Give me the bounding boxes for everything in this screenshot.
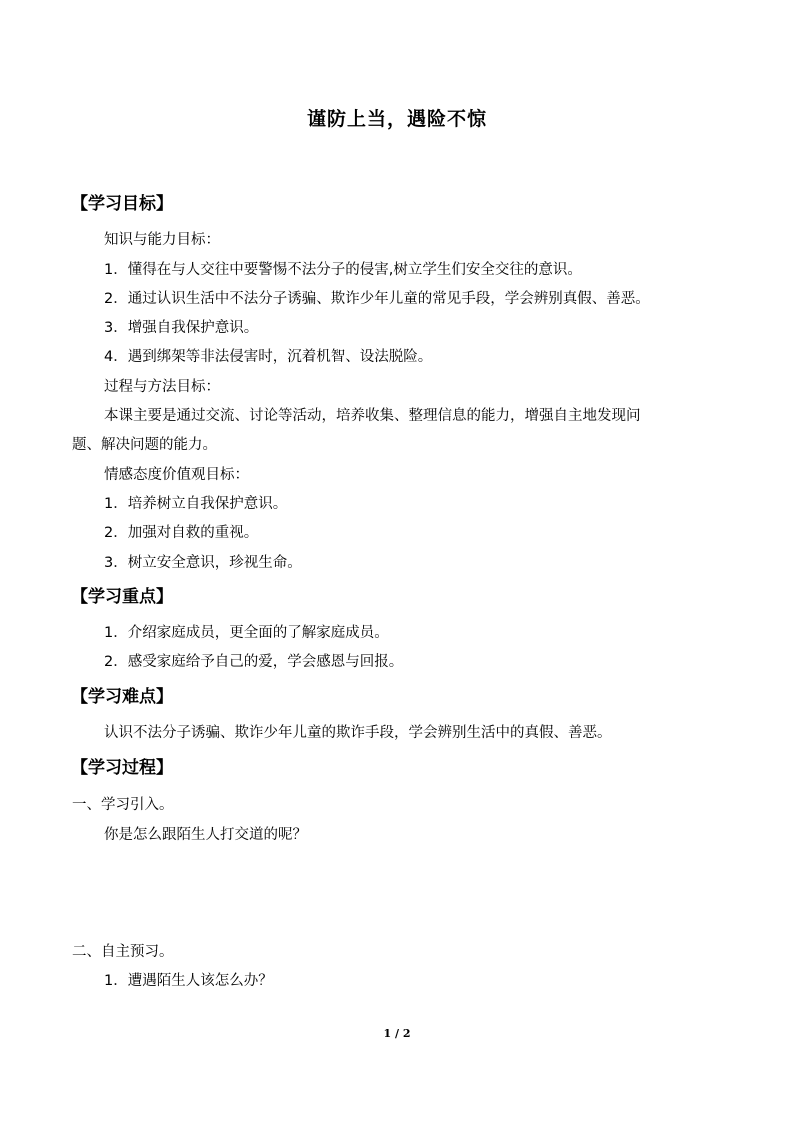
emotion-item-2: 2．加强对自救的重视。 [104, 525, 259, 541]
knowledge-label: 知识与能力目标： [104, 232, 220, 248]
page-title: 谨防上当，遇险不惊 [306, 108, 487, 130]
knowledge-item-2: 2．通过认识生活中不法分子诱骗、欺诈少年儿童的常见手段，学会辨别真假、善恶。 [104, 291, 650, 307]
difficulties-text: 认识不法分子诱骗、欺诈少年儿童的欺诈手段，学会辨别生活中的真假、善恶。 [104, 725, 612, 741]
knowledge-item-4: 4．遇到绑架等非法侵害时，沉着机智、设法脱险。 [104, 349, 433, 365]
emotion-item-3: 3．树立安全意识，珍视生命。 [104, 555, 302, 571]
emotion-label: 情感态度价值观目标： [104, 467, 249, 483]
process-text-line1: 本课主要是通过交流、讨论等活动，培养收集、整理信息的能力，增强自主地发现问 [104, 408, 641, 424]
emotion-item-1: 1．培养树立自我保护意识。 [104, 496, 288, 512]
section1-question: 你是怎么跟陌生人打交道的呢？ [104, 827, 307, 843]
knowledge-item-1: 1．懂得在与人交往中要警惕不法分子的侵害,树立学生们安全交往的意识。 [104, 262, 582, 278]
section1-title: 一、学习引入。 [72, 797, 174, 813]
section2-title: 二、自主预习。 [72, 944, 174, 960]
key-point-1: 1．介绍家庭成员，更全面的了解家庭成员。 [104, 625, 389, 641]
page-number: 1 / 2 [383, 1027, 411, 1040]
process-label: 过程与方法目标： [104, 379, 220, 395]
section2-question: 1．遭遇陌生人该怎么办？ [104, 973, 273, 989]
process-text-line2: 题、解决问题的能力。 [72, 437, 217, 453]
difficulties-heading: 【学习难点】 [71, 687, 173, 707]
process-heading: 【学习过程】 [71, 758, 173, 778]
key-points-heading: 【学习重点】 [71, 587, 173, 607]
knowledge-item-3: 3．增强自我保护意识。 [104, 320, 259, 336]
key-point-2: 2．感受家庭给予自己的爱，学会感恩与回报。 [104, 654, 404, 670]
objectives-heading: 【学习目标】 [71, 194, 173, 214]
